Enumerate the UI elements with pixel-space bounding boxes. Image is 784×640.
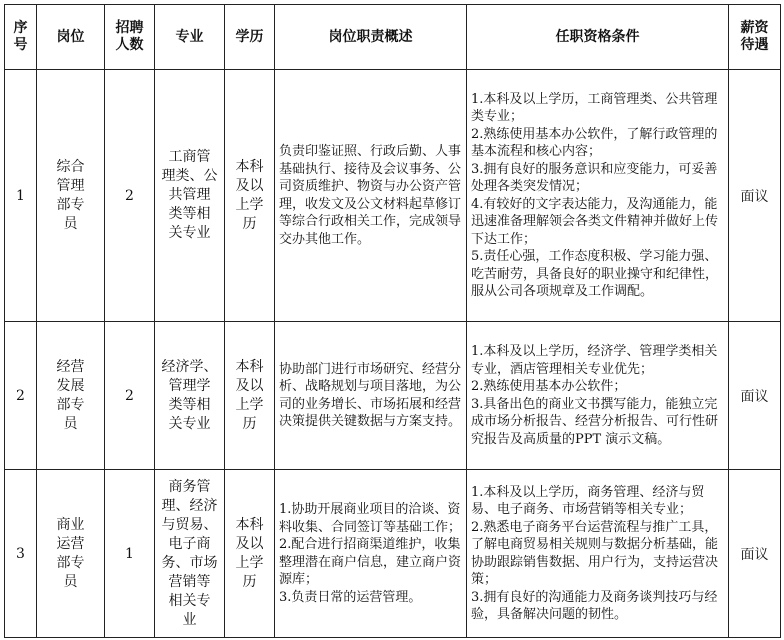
cell-salary: 面议 bbox=[729, 322, 781, 470]
cell-major: 经济学、 管理学 类等相 关专业 bbox=[155, 322, 225, 470]
header-major: 专业 bbox=[155, 5, 225, 70]
cell-salary: 面议 bbox=[729, 470, 781, 638]
header-seq: 序 号 bbox=[5, 5, 37, 70]
cell-major: 工商管 理类、公 共管理 类等相 关专业 bbox=[155, 70, 225, 322]
cell-count: 1 bbox=[105, 470, 155, 638]
header-position: 岗位 bbox=[37, 5, 105, 70]
cell-education: 本科 及以 上学 历 bbox=[225, 470, 275, 638]
cell-seq: 3 bbox=[5, 470, 37, 638]
cell-requirements: 1.本科及以上学历，商务管理、经济与贸易、电子商务、市场营销等相关专业； 2.熟悉电子商务平台运营流程与推广工具，了解电商贸易相关规则与数据分析基础，能协助跟踪销售数据、用户行为，支持运营决策； 3.拥有良好的沟通能力及商务谈判技巧与经验，具备解决问题的韧性。 bbox=[467, 470, 729, 638]
header-row bbox=[5, 5, 781, 70]
header-count: 招聘 人数 bbox=[105, 5, 155, 70]
cell-education: 本科 及以 上学 历 bbox=[225, 70, 275, 322]
cell-salary: 面议 bbox=[729, 70, 781, 322]
cell-position: 经营 发展 部专 员 bbox=[37, 322, 105, 470]
cell-requirements: 1.本科及以上学历，经济学、管理学类相关专业，酒店管理相关专业优先； 2.熟练使用基本办公软件； 3.具备出色的商业文书撰写能力，能独立完成市场分析报告、经营分析报告、可行性研究报告及高质量的PPT 演示文稿。 bbox=[467, 322, 729, 470]
header-duties: 岗位职责概述 bbox=[275, 5, 467, 70]
cell-duties: 负责印鉴证照、行政后勤、人事基础执行、接待及会议事务、公司资质维护、物资与办公资产管理，收发文及公文材料起草修订等综合行政相关工作，完成领导交办其他工作。 bbox=[275, 70, 467, 322]
cell-requirements: 1.本科及以上学历，工商管理类、公共管理类专业； 2.熟练使用基本办公软件，了解行政管理的基本流程和核心内容； 3.拥有良好的服务意识和应变能力，可妥善处理各类突发情况； 4.有较好的文字表达能力，及沟通能力，能迅速准备理解领会各类文件精神并做好上传下达工作； 5.责任心强，工作态度积极、学习能力强、吃苦耐劳，具备良好的职业操守和纪律性，服从公司各项规章及工作调配。 bbox=[467, 70, 729, 322]
cell-seq: 1 bbox=[5, 70, 37, 322]
cell-count: 2 bbox=[105, 322, 155, 470]
cell-major: 商务管 理、经济 与贸易、 电子商 务、市场 营销等 相关专 业 bbox=[155, 470, 225, 638]
cell-position: 综合 管理 部专 员 bbox=[37, 70, 105, 322]
cell-duties: 1.协助开展商业项目的洽谈、资料收集、合同签订等基础工作； 2.配合进行招商渠道维护，收集整理潜在商户信息，建立商户资源库； 3.负责日常的运营管理。 bbox=[275, 470, 467, 638]
cell-duties: 协助部门进行市场研究、经营分析、战略规划与项目落地，为公司的业务增长、市场拓展和经营决策提供关键数据与方案支持。 bbox=[275, 322, 467, 470]
cell-seq: 2 bbox=[5, 322, 37, 470]
cell-education: 本科 及以 上学 历 bbox=[225, 322, 275, 470]
cell-count: 2 bbox=[105, 70, 155, 322]
table-row bbox=[5, 70, 781, 322]
table-row bbox=[5, 470, 781, 638]
header-education: 学历 bbox=[225, 5, 275, 70]
table-row bbox=[5, 322, 781, 470]
cell-position: 商业 运营 部专 员 bbox=[37, 470, 105, 638]
recruitment-table bbox=[4, 4, 781, 638]
header-salary: 薪资 待遇 bbox=[729, 5, 781, 70]
header-requirements: 任职资格条件 bbox=[467, 5, 729, 70]
